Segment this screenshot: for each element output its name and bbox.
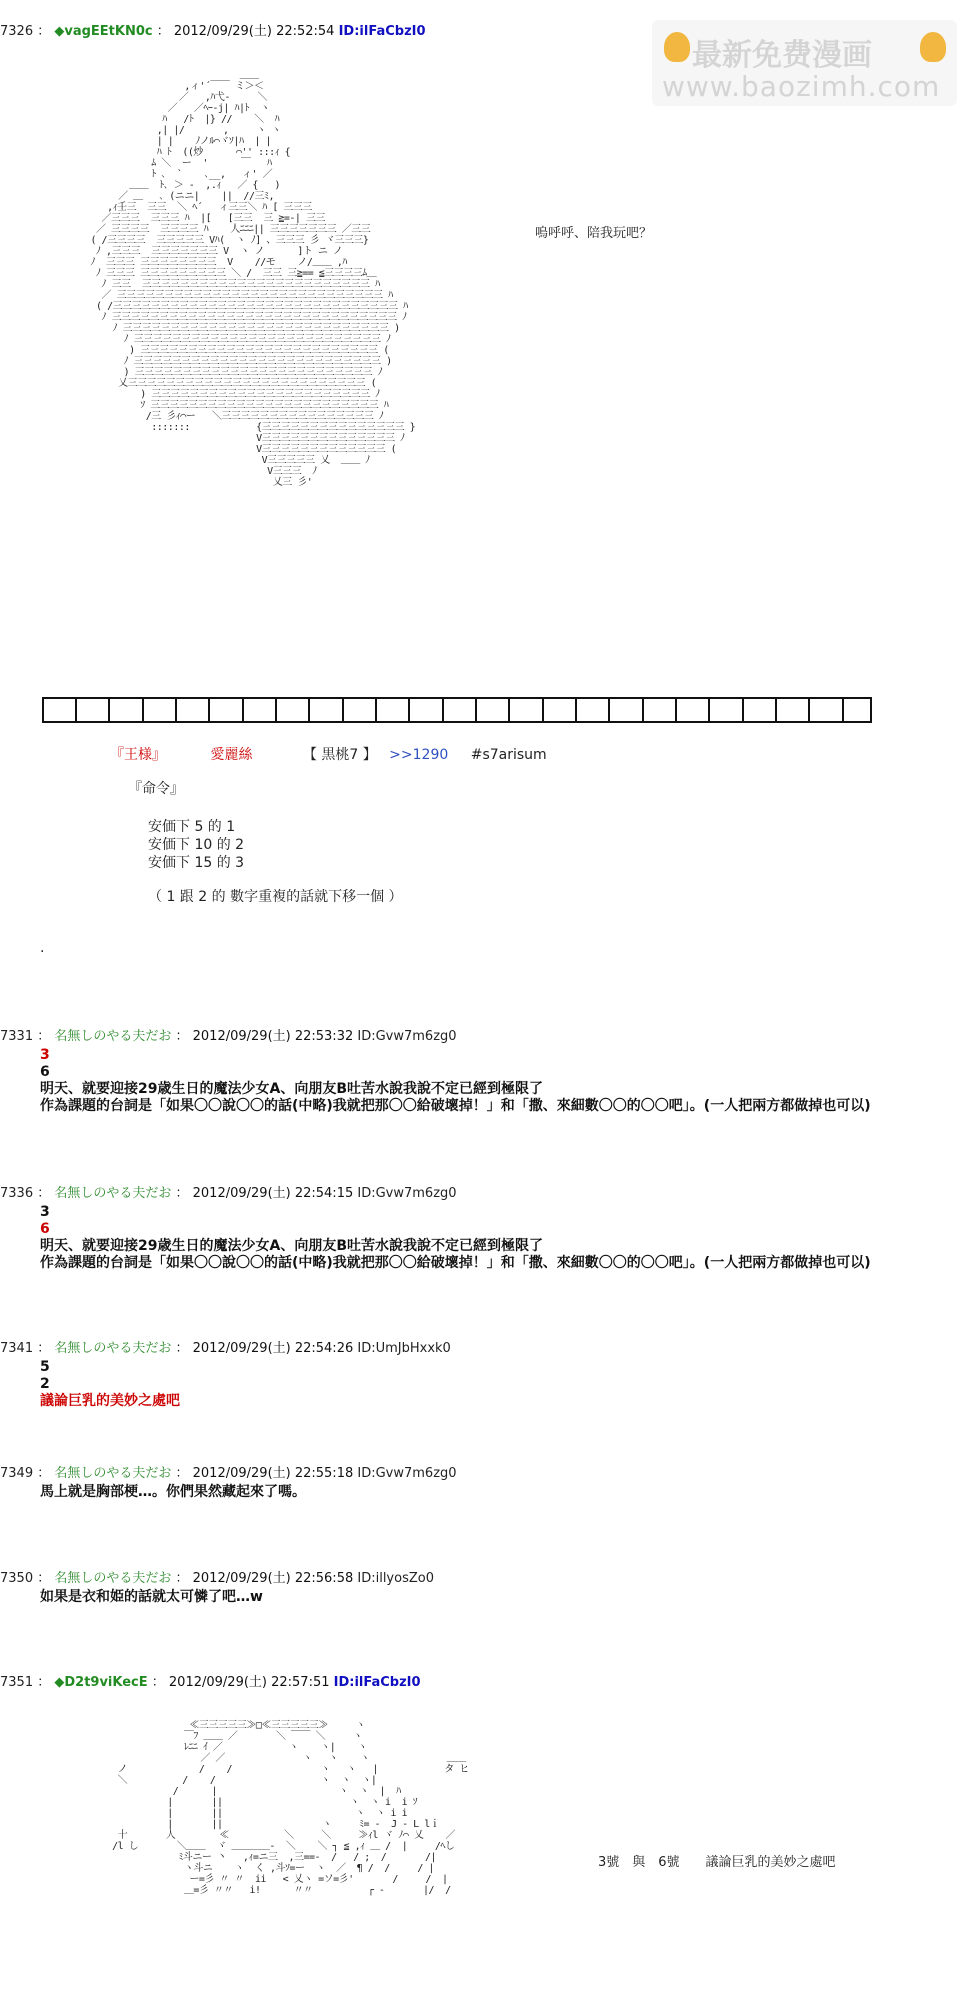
post-date: 2012/09/29(土) 22:56:58 xyxy=(192,1571,354,1586)
post-line: 馬上就是胸部梗…。你們果然藏起來了嗎。 xyxy=(40,1484,306,1500)
poster-id[interactable]: ID:Gvw7m6zg0 xyxy=(357,1466,457,1481)
dice-ruler xyxy=(42,697,872,723)
poster-name: 名無しのやる夫だお xyxy=(54,1186,172,1201)
post-number[interactable]: 7336 xyxy=(0,1186,34,1201)
command-line-3: 安価下 15 的 3 xyxy=(148,855,245,871)
post-header: 7350 ： 名無しのやる夫だお ： 2012/09/29(土) 22:56:58 ID:illyosZo0 xyxy=(0,1571,434,1586)
dice-value: 5 xyxy=(40,1359,50,1375)
post-7351 xyxy=(0,1675,980,1691)
post-body xyxy=(40,1589,980,1606)
hashtag: #s7arisum xyxy=(470,747,547,763)
poster-id[interactable]: ID:UmJbHxxk0 xyxy=(357,1341,451,1356)
post-date: 2012/09/29(土) 22:54:15 xyxy=(192,1186,354,1201)
poster-name: 名無しのやる夫だお xyxy=(54,1466,172,1481)
dice-value: 6 xyxy=(40,1064,50,1080)
poster-name: 名無しのやる夫だお xyxy=(54,1571,172,1586)
king-line xyxy=(110,744,547,764)
dice-value: 6 xyxy=(40,1221,50,1237)
post-line: 明天、就要迎接29歳生日的魔法少女A、向朋友B吐苦水說我說不定已經到極限了 xyxy=(40,1238,543,1254)
poster-name: 名無しのやる夫だお xyxy=(54,1029,172,1044)
poster-id[interactable]: ID:Gvw7m6zg0 xyxy=(357,1029,457,1044)
post-number[interactable]: 7349 xyxy=(0,1466,34,1481)
post-line: 明天、就要迎接29歳生日的魔法少女A、向朋友B吐苦水說我說不定已經到極限了 xyxy=(40,1081,543,1097)
poster-id[interactable]: ID:ilFaCbzI0 xyxy=(333,1675,421,1690)
dice-value: 2 xyxy=(40,1376,50,1392)
post-header: 7349 ： 名無しのやる夫だお ： 2012/09/29(土) 22:55:18 ID:Gvw7m6zg0 xyxy=(0,1466,457,1481)
post-body xyxy=(40,1359,980,1410)
post-line: 議論巨乳的美妙之處吧 xyxy=(40,1393,180,1409)
post-date: 2012/09/29(土) 22:54:26 xyxy=(192,1341,354,1356)
dice-value: 3 xyxy=(40,1047,50,1063)
ascii-art-figure: ≪三三三三三≫□≪三三三三三≫ ヽ ￣ﾌ ＿＿ ／ ＼ ￣￣ ＼ ヽ ﾚﾆﾆ ｲ ／ ヽ ヽ| ヽ ／ ／ ヽ ヽ ヽ ＿＿ ノ / / ヽ ヽ | タ ヒ ＼ / / ヽ ヽ ヽ| / | ヽ ヽ | ﾊ | || ヽ ヽ i i ｿ | || ヽ ヽ i i | || ヽ ﾐ= - J - L lｉ 十 人 ≪ ＼ ＼ ≫ｨl ヾ ﾉ⌒ 乂 ／ /l し ＼＿＿ ヾ ＿＿＿＿- ＼ ＼ ┐ ≦ ,ｨ ＿ / | /ﾍし ﾐ斗ニー 丶 ,ｨ=ニ三 ,三==- / / ; / /| ヽ斗ニ ヽ く ,斗ｿ=ー ヽ ／ ¶ / / / | ー=彡 〃 〃 ii < 乂ヽ =ソ=彡' / / | ＿=彡 〃〃 i! 〃〃 ┌ - |/ / xyxy=(112,1720,469,1896)
watermark-url: www.baozimh.com xyxy=(662,70,941,103)
post-line: 作為課題的台詞是「如果〇〇說〇〇的話(中略)我就把那〇〇給破壞掉！」和「撒、來細數〇〇的〇〇吧」。(一人把兩方都做掉也可以) xyxy=(40,1098,871,1114)
post-header: 7341 ： 名無しのやる夫だお ： 2012/09/29(土) 22:54:26 ID:UmJbHxxk0 xyxy=(0,1341,451,1356)
post-header: 7331 ： 名無しのやる夫だお ： 2012/09/29(土) 22:53:32 ID:Gvw7m6zg0 xyxy=(0,1029,457,1044)
post-body xyxy=(40,1484,980,1501)
ascii-art-alice: ＿＿ ,ィ'´￣￣ ミ＞＜ ／ ,ﾊ弋- ＼ ／ ／ﾍｰ-j| ﾊ|ﾄ ヽ ﾊ /ﾄ |} // ＼ ﾊ ,| |/ , ヽ ヽ | | ﾉノﾙ⌒ヾｿ|ﾊ | | ﾊ ﾄ ((炒 ⌒'' :::ｨ { ﾑ ＼ ー ' ￣ ﾊ ﾄ ､ ` ､__, ィ' ／ ＿＿ ﾄ､ ＞ ‐ ,.ｨ ／ { ) ／ ＿ ､ (ニニ| || //三ﾐ, ,ｨ壬三 三三 ＼ ﾍ´ ィ三三＼ ﾊ [ 三三三 ／三三三 三三三 ﾊ |[ [三三 三 ≧=-| 三三 ／ 三三三三 三三三三 ﾊ 人ﾆﾆﾆ|| 三三三三三三三 ／三三 ( /三三三三 三三三三三 Vﾊ( ヽ ﾉ] 、三三三 彡 ヾ三三三} ﾉ ,三三三 三三三三三三三 V ヽ ノ ]ト ニ ノ ﾉ 三三三 三三三三三三三三 V //モ ノ/＿＿ ,ﾊ ﾉ 三三三 三三三三三三三三三 ＼ / 三三 三≧== ≦三三三三ﾑ＿ ﾉ 三三 三三三三三三三三三三三三三三三三三三三三三三三三 ﾊ ／ 三三三三三三三三三三三三三三三三三三三三三三三三三三三三 ﾊ ( /三三三三三三三三三三三三三三三三三三三三三三三三三三三三三三 ﾊ ﾉ 三三三三三三三三三三三三三三三三三三三三三三三三三三三三三三 ﾉ ﾉ 三三三三三三三三三三三三三三三三三三三三三三三三三三三三 ) ﾉ 三三三三三三三三三三三三三三三三三三三三三三三三三三 ﾉ ) 三三三三三三三三三三三三三三三三三三三三三三三三三 ( ﾉ 三三三三三三三三三三三三三三三三三三三三三三三三三三 ) ) 三三三三三三三三三三三三三三三三三三三三三三三三三 ﾉ 乂三三三三三三三三三三三三三三三三三三三三三三三三三 ( ) 三三三三三三三三三三三三三三三三三三三三三三三 ﾉ ｿ 三三三三三三三三三三三三三三三三三三三三三三三三 ﾊ /三 彡ｨ⌒ー ＼三三三三三三三三三三三三三三三三 ﾉ ::::::: {三三三三三三三三三三三三三三三 } V三三三三三三三三三三三三三三 ﾉ V三三三三三三三三三三三三三 ( V三三三三三 乂 ＿＿ ﾉ V三三三 ﾉ 乂三 彡' xyxy=(90,70,416,488)
post-number[interactable]: 7326 xyxy=(0,24,34,39)
speech-bubble: 3號 與 6號 議論巨乳的美妙之處吧 xyxy=(598,1855,836,1870)
post-7350 xyxy=(0,1571,980,1606)
post-7326 xyxy=(0,24,980,40)
post-header: 7351 ： ◆D2t9viKecE ： 2012/09/29(土) 22:57:51 ID:ilFaCbzI0 xyxy=(0,1675,421,1690)
post-7331 xyxy=(0,1029,980,1115)
dice-result: 【 黒桃7 】 xyxy=(302,747,377,763)
command-line-1: 安価下 5 的 1 xyxy=(148,819,236,835)
post-7349 xyxy=(0,1466,980,1501)
post-body xyxy=(40,1204,980,1272)
command-line-2: 安価下 10 的 2 xyxy=(148,837,245,853)
post-header: 7326 ： ◆vagEEtKN0c ： 2012/09/29(土) 22:52:54 ID:ilFaCbzI0 xyxy=(0,24,426,39)
king-name: 愛麗絲 xyxy=(210,747,253,763)
post-header: 7336 ： 名無しのやる夫だお ： 2012/09/29(土) 22:54:15 ID:Gvw7m6zg0 xyxy=(0,1186,457,1201)
king-label: 『王様』 xyxy=(110,747,166,763)
post-number[interactable]: 7331 xyxy=(0,1029,34,1044)
stray-dot: . xyxy=(40,940,45,956)
post-number[interactable]: 7350 xyxy=(0,1571,34,1586)
post-number[interactable]: 7351 xyxy=(0,1675,34,1690)
reply-link[interactable]: >>1290 xyxy=(389,747,449,763)
post-line: 作為課題的台詞是「如果〇〇說〇〇的話(中略)我就把那〇〇給破壞掉！」和「撒、來細數〇〇的〇〇吧」。(一人把兩方都做掉也可以) xyxy=(40,1255,871,1271)
post-line: 如果是衣和姫的話就太可憐了吧…w xyxy=(40,1589,263,1605)
post-date: 2012/09/29(土) 22:53:32 xyxy=(192,1029,354,1044)
speech-bubble: 嗚呼呼、陪我玩吧？ xyxy=(535,226,653,241)
poster-name: ◆vagEEtKN0c xyxy=(54,24,153,39)
post-7336 xyxy=(0,1186,980,1272)
command-label: 『命令』 xyxy=(128,781,184,797)
post-date: 2012/09/29(土) 22:52:54 xyxy=(173,24,335,39)
poster-name: ◆D2t9viKecE xyxy=(54,1675,148,1690)
post-date: 2012/09/29(土) 22:55:18 xyxy=(192,1466,354,1481)
post-date: 2012/09/29(土) 22:57:51 xyxy=(168,1675,330,1690)
watermark-title: 最新免费漫画 xyxy=(692,38,872,73)
command-note: （ 1 跟 2 的 數字重複的話就下移一個 ） xyxy=(148,889,403,905)
poster-name: 名無しのやる夫だお xyxy=(54,1341,172,1356)
poster-id[interactable]: ID:ilFaCbzI0 xyxy=(338,24,426,39)
poster-id[interactable]: ID:illyosZo0 xyxy=(357,1571,434,1586)
post-7341 xyxy=(0,1341,980,1410)
dice-value: 3 xyxy=(40,1204,50,1220)
poster-id[interactable]: ID:Gvw7m6zg0 xyxy=(357,1186,457,1201)
post-body xyxy=(40,1047,980,1115)
post-number[interactable]: 7341 xyxy=(0,1341,34,1356)
